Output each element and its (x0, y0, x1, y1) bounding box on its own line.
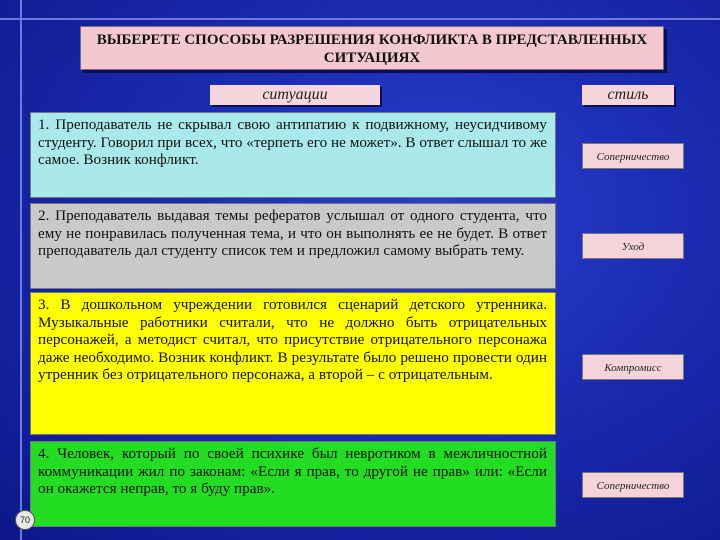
style-header: стиль (582, 85, 674, 105)
style-answer-3: Компромисс (582, 354, 684, 380)
situation-4: 4. Человек, который по своей психике был невротиком в межличностной коммуникации жил по законам: «Если я прав, то другой не прав» или: «Если он окажется неправ, то я буду прав». (30, 441, 556, 527)
slide-number-badge: 70 (15, 510, 35, 530)
frame-line-left (20, 0, 22, 540)
situation-3: 3. В дошкольном учреждении готовился сценарий детского утренника. Музыкальные работники считали, что не должно быть отрицательных персонажей, а методист считал, что присутствие отрицательного персонажа даже необходимо. Возник конфликт. В результате было решено провести один утренник без отрицательного персонажа, а второй – с отрицательным. (30, 292, 556, 435)
situation-1: 1. Преподаватель не скрывал свою антипатию к подвижному, неусидчивому студенту. Говорил при всех, что «терпеть его не может». В ответ слышал то же самое. Возник конфликт. (30, 112, 556, 198)
frame-line-top (0, 18, 720, 20)
slide-title: ВЫБЕРЕТЕ СПОСОБЫ РАЗРЕШЕНИЯ КОНФЛИКТА В ПРЕДСТАВЛЕННЫХ СИТУАЦИЯХ (80, 26, 664, 70)
style-answer-1: Соперничество (582, 143, 684, 169)
style-answer-4: Соперничество (582, 472, 684, 498)
situations-header: ситуации (210, 85, 380, 105)
situation-2: 2. Преподаватель выдавая темы рефератов услышал от одного студента, что ему не понравилась полученная тема, и что он выполнять ее не будет. В ответ преподаватель дал студенту список тем и предложил самому выбрать тему. (30, 203, 556, 289)
style-answer-2: Уход (582, 233, 684, 259)
